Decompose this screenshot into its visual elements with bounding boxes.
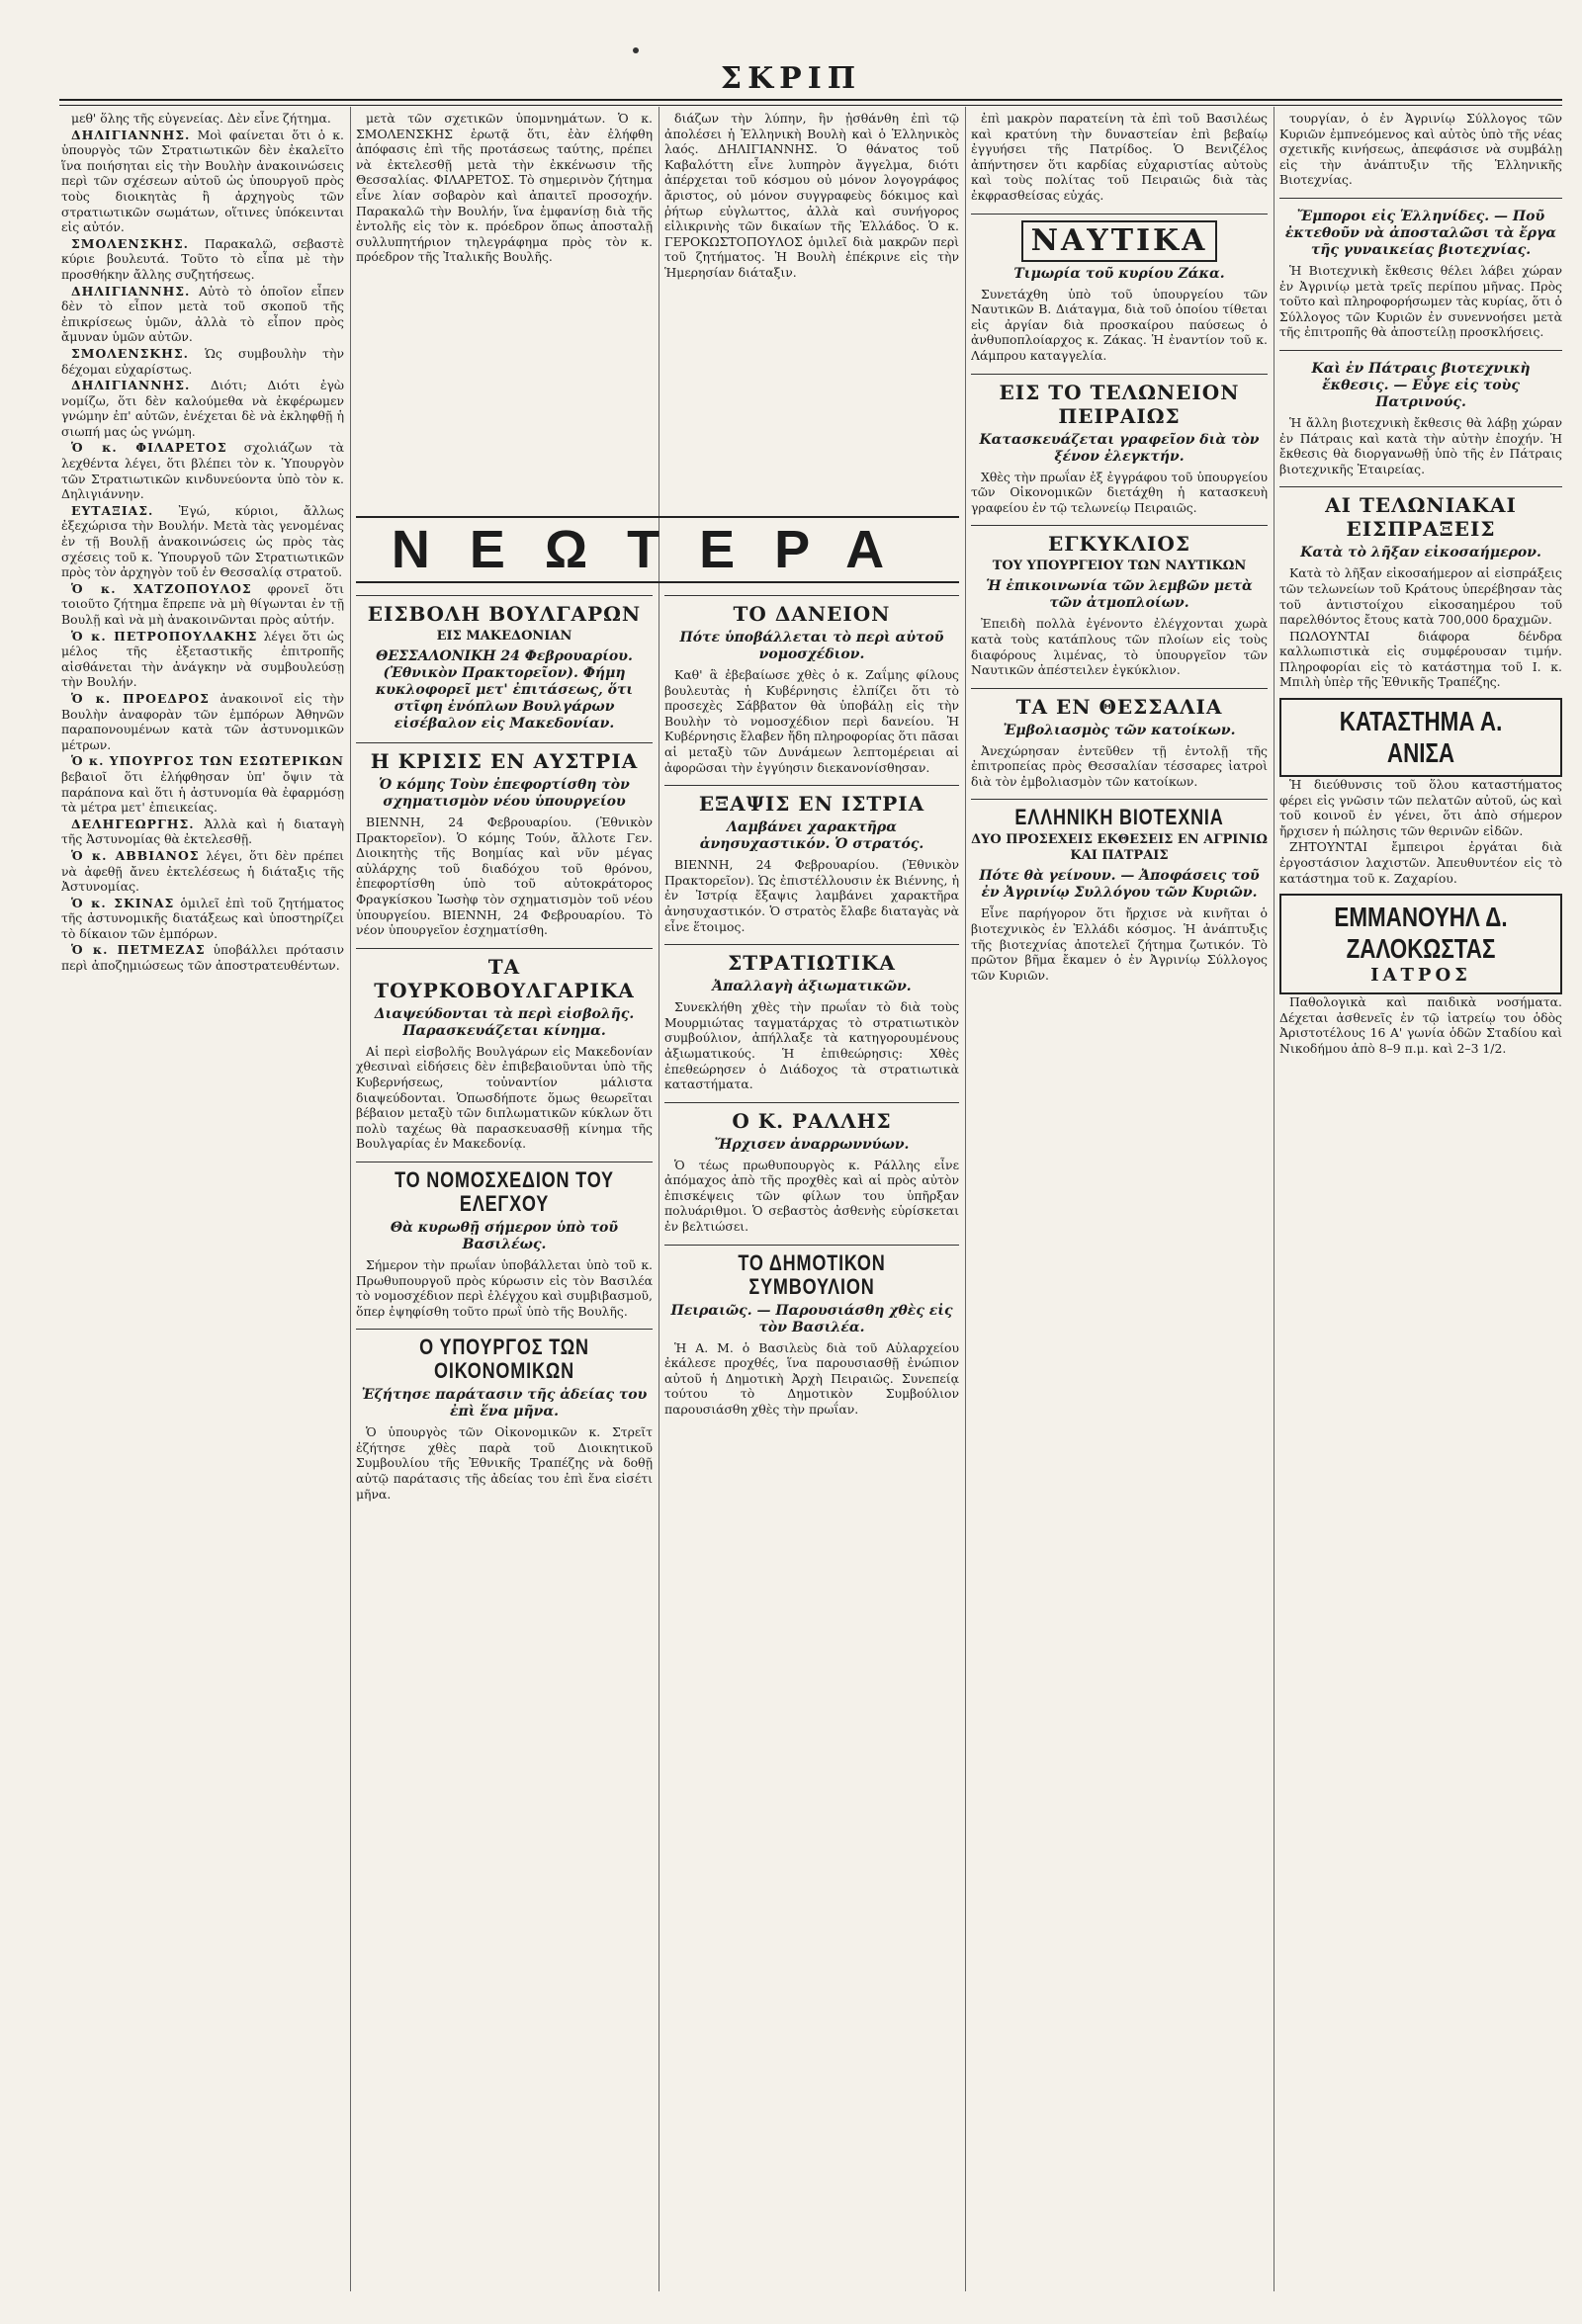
article-section [356, 742, 653, 811]
debate-text: λέγει, ὅτι δὲν πρέπει νὰ ἀφεθῇ ἄνευ ἐκτελέσεως ἡ διάταξις τῆς Ἀστυνομίας. [61, 847, 344, 895]
article-headline: ΤΟ ΔΑΝΕΙΟΝ [733, 602, 891, 626]
article-headline: ΝΑΥΤΙΚΑ [1021, 220, 1218, 262]
article-section [1279, 350, 1562, 411]
article-deck: Ἀπαλλαγὴ ἀξιωματικῶν. [712, 979, 912, 995]
article-headline: ΣΤΡΑΤΙΩΤΙΚΑ [728, 951, 896, 976]
article-headline: ΕΙΣ ΤΟ ΤΕΛΩΝΕΙΟΝ ΠΕΙΡΑΙΩΣ [999, 380, 1240, 428]
ad-title: ΕΜΜΑΝΟΥΗΛ Δ. ΖΑΛΟΚΩΣΤΑΣ [1334, 902, 1508, 965]
article-headline: Ο ΥΠΟΥΡΓΟΣ ΤΩΝ ΟΙΚΟΝΟΜΙΚΩΝ [419, 1334, 589, 1384]
article-deck: Θὰ κυρωθῇ σήμερον ὑπὸ τοῦ Βασιλέως. [390, 1219, 619, 1252]
article-headline: ΤΑ ΕΝ ΘΕΣΣΑΛΙΑ [1015, 694, 1223, 719]
article-headline: Ο Κ. ΡΑΛΛΗΣ [732, 1108, 892, 1133]
article-deck: Καὶ ἐν Πάτραις βιοτεχνικὴ ἔκθεσις. — Εὖγε εἰς τοὺς Πατρινούς. [1311, 360, 1531, 410]
speaker-name: ΕΥΤΑΞΙΑΣ. [71, 502, 154, 518]
article-headline: ΕΓΚΥΚΛΙΟΣ [1048, 532, 1190, 557]
article-subheadline: ΕΙΣ ΜΑΚΕΔΟΝΙΑΝ [436, 629, 572, 644]
column-2-news [356, 585, 653, 2285]
debate-paragraph [61, 817, 344, 847]
debate-paragraph [61, 128, 344, 235]
ad-title: ΚΑΤΑΣΤΗΜΑ Α. ΑΝΙΣΑ [1339, 706, 1503, 769]
article-deck: Ἡ ἐπικοινωνία τῶν λεμβῶν μετὰ τῶν ἀτμοπλοίων. [986, 578, 1253, 612]
article-deck: ΘΕΣΣΑΛΟΝΙΚΗ 24 Φεβρουαρίου. (Ἐθνικὸν Πρακτορεῖον). Φήμη κυκλοφορεῖ μετ' ἐπιτάσεως, ὅτι στῖφη ἐνόπλων Βουλγάρων εἰσέβαλον εἰς Μακεδονίαν. [375, 648, 634, 732]
article-body: Ὁ τέως πρωθυπουργὸς κ. Ράλλης εἶνε ἀπόμαχος ἀπὸ τῆς προχθὲς καὶ αἱ πρὸς αὐτὸν ἐπισκέψεις τῶν φίλων του ὑπῆρξαν πολυάριθμοι. Ὁ σεβαστὸς ἀσθενὴς εὑρίσκεται ἐν βελτιώσει. [664, 1157, 959, 1235]
article-deck: Κατὰ τὸ λῆξαν εἰκοσαήμερον. [1300, 545, 1541, 561]
article-section [356, 1162, 653, 1253]
article-body: Συνεκλήθη χθὲς τὴν πρωΐαν τὸ διὰ τοὺς Μουρμιώτας ταγματάρχας τὸ στρατιωτικὸν συμβούλιον, ἀπήλλαξε τὰ κατηγορουμένους ἀξιωματικούς. Ἡ ἐπιθεώρησις: Χθὲς ἐπεθεώρησεν ὁ Διάδοχος τὰ στρατιωτικὰ καταστήματα. [664, 999, 959, 1092]
column-3-top [664, 111, 959, 506]
speaker-name: ΔΗΛΙΓΙΑΝΝΗΣ. [71, 127, 191, 142]
doctor-advertisement [1279, 894, 1562, 994]
article-section [664, 1102, 959, 1154]
speaker-name: Ὁ κ. ΠΕΤΜΕΖΑΣ [71, 942, 206, 958]
speaker-name: Ὁ κ. ΧΑΤΖΟΠΟΥΛΟΣ [71, 580, 252, 596]
column-2-top [356, 111, 653, 506]
speaker-name: Ὁ κ. ΥΠΟΥΡΓΟΣ ΤΩΝ ΕΣΩΤΕΡΙΚΩΝ [71, 753, 344, 769]
article-body: ΒΙΕΝΝΗ, 24 Φεβρουαρίου. (Ἐθνικὸν Πρακτορεῖον). Ὡς ἐπιστέλλουσιν ἐκ Βιέννης, ἡ ἐν Ἰστρίᾳ ἔξαψις λαμβάνει χαρακτῆρα ἀνησυχαστικόν. Ὁ στρατὸς ἔλαβε διαταγὰς νὰ εἶνε ἕτοιμος. [664, 857, 959, 934]
article-headline: ΤΟ ΝΟΜΟΣΧΕΔΙΟΝ ΤΟΥ ΕΛΕΓΧΟΥ [395, 1166, 614, 1216]
article-deck: Λαμβάνει χαρακτῆρα ἀνησυχαστικόν. Ὁ στρατός. [699, 819, 924, 853]
article-deck: Ἤρχισεν ἀναρρωννύων. [714, 1136, 910, 1153]
article-headline: ΕΛΛΗΝΙΚΗ ΒΙΟΤΕΧΝΙΑ [1014, 805, 1224, 830]
debate-text: Μοὶ φαίνεται ὅτι ὁ κ. ὑπουργὸς τῶν Στρατιωτικῶν δὲν ἐκαλεῖτο ἵνα ποιήσηται εἰς τὴν Βουλὴν ἀνακοινώσεις περὶ τῶν σχέσεων αὐτοῦ ὡς ὑπουργοῦ πρὸς τοὺς διοικητὰς ἢ ἀρχηγοὺς τῶν στρατιωτικῶν σωμάτων, οἵτινες ὑπόκεινται εἰς αὐτόν. [61, 127, 344, 235]
debate-text: ὑποβάλλει πρότασιν περὶ ἀποζημιώσεως τῶν ἀποστρατευθέντων. [61, 942, 344, 974]
classified-ad: ΠΩΛΟΥΝΤΑΙ διάφορα δένδρα καλλωπιστικὰ εἰς συμφέρουσαν τιμήν. Πληροφορίαι εἰς τὸ κατάστημα τοῦ Ι. κ. Μπιλὴ ὑπὲρ τῆς Ἐθνικῆς Τραπέζης. [1279, 628, 1562, 690]
debate-paragraph [61, 691, 344, 752]
debate-text: σχολιάζων τὰ λεχθέντα λέγει, ὅτι βλέπει τὸν κ. Ὑπουργὸν τῶν Στρατιωτικῶν κινδυνεύοντα ὑπὸ τὸν κ. Δηλιγιάννην. [61, 440, 344, 502]
article-section [664, 944, 959, 995]
speaker-name: Ὁ κ. ΠΡΟΕΔΡΟΣ [71, 690, 210, 706]
article-deck: Ὁ κόμης Τοὺν ἐπεφορτίσθη τὸν σχηματισμὸν νέου ὑπουργείου [379, 777, 630, 810]
article-body: Καθ' ἃ ἐβεβαίωσε χθὲς ὁ κ. Ζαΐμης φίλους βουλευτὰς ἡ Κυβέρνησις ἐλπίζει ὅτι τὸ προσεχὲς Σάββατον θὰ ὑποβάλῃ εἰς τὴν Βουλὴν τὸ νομοσχέδιον περὶ δανείου. Ἡ Κυβέρνησις ἔλαβεν ἤδη πληροφορίας ὅτι πᾶσαι αἱ μεταξὺ τῶν Δυνάμεων λεπτομέρειαι αἱ ἀφορῶσαι τὴν ἐγγύησιν διεκανονίσθησαν. [664, 667, 959, 775]
article-deck: Ἐζήτησε παράτασιν τῆς ἀδείας του ἐπὶ ἕνα μῆνα. [361, 1387, 648, 1420]
debate-paragraph [61, 346, 344, 377]
speaker-name: ΣΜΟΛΕΝΣΚΗΣ. [71, 345, 189, 361]
article-body: ΒΙΕΝΝΗ, 24 Φεβρουαρίου. (Ἐθνικὸν Πρακτορεῖον). Ὁ κόμης Τούν, ἄλλοτε Γεν. Διοικητὴς τῆς Βοημίας καὶ νῦν μέγας αὐλάρχης τοῦ διαδόχου τοῦ θρόνου, ἐπεφορτίσθη ὑπὸ τοῦ αὐτοκράτορος Φραγκίσκου Ἰωσὴφ τὸν σχηματισμὸν τοῦ νέου ὑπουργείου. ΒΙΕΝΝΗ, 24 Φεβρουαρίου. Τὸ νέον ὑπουργεῖον ἐσχηματίσθη. [356, 815, 653, 938]
banner-title: ΝΕΩΤΕΡΑ [391, 520, 924, 579]
speaker-name: ΣΜΟΛΕΝΣΚΗΣ. [71, 235, 189, 251]
latest-news-banner [356, 516, 959, 583]
article-section [1279, 486, 1562, 561]
speaker-name: Ὁ κ. ΠΕΤΡΟΠΟΥΛΑΚΗΣ [71, 628, 258, 644]
article-headline: ΕΞΑΨΙΣ ΕΝ ΙΣΤΡΙΑ [698, 792, 925, 817]
speaker-name: Ὁ κ. ΦΙΛΑΡΕΤΟΣ [71, 440, 227, 456]
article-section [356, 1329, 653, 1420]
debate-paragraph [61, 236, 344, 283]
article-body: Ὁ ὑπουργὸς τῶν Οἰκονομικῶν κ. Στρεῖτ ἐζήτησε χθὲς παρὰ τοῦ Διοικητικοῦ Συμβουλίου τῆς Ἐθνικῆς Τραπέζης νὰ δοθῇ αὐτῷ παράτασις τῆς ἀδείας του ἐπὶ ἕνα εἰσέτι μῆνα. [356, 1424, 653, 1502]
article-headline: ΑΙ ΤΕΛΩΝΙΑΚΑΙ ΕΙΣΠΡΑΞΕΙΣ [1325, 493, 1517, 542]
article-continuation: μετὰ τῶν σχετικῶν ὑπομνημάτων. Ὁ κ. ΣΜΟΛΕΝΣΚΗΣ ἐρωτᾷ ὅτι, ἐὰν ἐλήφθη ἀπόφασις ἐπὶ τῆς προτάσεως ταύτης, πρέπει νὰ ἐκτελεσθῇ μετὰ τὴν ἐκκένωσιν τῆς Θεσσαλίας. ΦΙΛΑΡΕΤΟΣ. Τὸ σημερινὸν ζήτημα εἶνε λίαν σοβαρὸν καὶ ἀπαιτεῖ προσοχήν. Παρακαλῶ τὴν Βουλήν, ἵνα ἐμφανίσῃ διὰ τῆς ἐντολῆς εἰς τὸν κ. πρόεδρον ὅπως ἀποσταλῇ συλλυπητήριον τηλεγράφημα πρὸς τὸν κ. πρόεδρον τῆς Ἰταλικῆς Βουλῆς. [356, 111, 653, 265]
article-deck: Ἐμβολιασμὸς τῶν κατοίκων. [1003, 722, 1236, 738]
debate-paragraph [61, 896, 344, 942]
article-headline: ΤΑ ΤΟΥΡΚΟΒΟΥΛΓΑΡΙΚΑ [374, 954, 635, 1002]
debate-text: Ἀλλὰ καὶ ἡ διαταγὴ τῆς Ἀστυνομίας θὰ ἐκτελεσθῇ. [61, 816, 344, 847]
article-section [1279, 198, 1562, 259]
article-section [664, 1245, 959, 1336]
article-deck: Ἔμποροι εἰς Ἑλληνίδες. — Ποῦ ἐκτεθοῦν νὰ ἀποσταλῶσι τὰ ἔργα τῆς γυναικείας βιοτεχνίας. [1284, 208, 1557, 258]
debate-paragraph [61, 503, 344, 580]
article-deck: Πειραιῶς. — Παρουσιάσθη χθὲς εἰς τὸν Βασιλέα. [670, 1302, 953, 1335]
article-section [971, 688, 1268, 739]
ad-subtitle: ΙΑΤΡΟΣ [1370, 965, 1471, 987]
debate-paragraph [61, 111, 344, 127]
column-divider [965, 107, 966, 2291]
article-continuation: ἐπὶ μακρὸν παρατείνη τὰ ἐπὶ τοῦ Βασιλέως καὶ κρατύνη τὴν δυναστείαν ἐπὶ βεβαίῳ ἐγγυήσει τῆς Πατρίδος. Ὁ Βενιζέλος ἀπήντησεν ὅτι καρδίας εὐχαριστίας αὐτοὺς καὶ τοὺς πολίτας τοῦ Πειραιῶς διὰ τὰς ἐκφρασθείσας εὐχάς. [971, 111, 1268, 203]
masthead-rule-thin [59, 105, 1562, 106]
article-body: Αἱ περὶ εἰσβολῆς Βουλγάρων εἰς Μακεδονίαν χθεσιναὶ εἰδήσεις δὲν ἐπιβεβαιοῦνται ὑπὸ τῆς Κυβερνήσεως, τοὐναντίον μάλιστα διαψεύδονται. Ὁπωσδήποτε ὅμως θεωρεῖται βέβαιον μεταξὺ τῶν διπλωματικῶν κύκλων ὅτι πολὺ ταχέως θὰ παρασκευασθῇ κίνημα τῆς Βουλγαρίας ἐν Μακεδονίᾳ. [356, 1043, 653, 1152]
article-deck: Κατασκευάζεται γραφεῖον διὰ τὸν ξένον ἐλεγκτήν. [979, 431, 1260, 465]
debate-text: ἀνακοινοῖ εἰς τὴν Βουλὴν ἀναφορὰν τῶν ἐμπόρων Ἀθηνῶν παραπονουμένων κατὰ τῶν ἀστυνομικῶν μέτρων. [61, 690, 344, 752]
article-body: Κατὰ τὸ λῆξαν εἰκοσαήμερον αἱ εἰσπράξεις τῶν τελωνείων τοῦ Κράτους ὑπερέβησαν τὰς τοῦ ἀντιστοίχου εἰκοσαημέρου τοῦ παρελθόντος ἔτους κατὰ 700,000 δραχμῶν. [1279, 565, 1562, 628]
article-body: Ἡ Α. Μ. ὁ Βασιλεὺς διὰ τοῦ Αὐλαρχείου ἐκάλεσε προχθές, ἵνα παρουσιασθῇ ἐνώπιον αὐτοῦ ἡ Δημοτικὴ Ἀρχὴ Πειραιῶς. Συνεπείᾳ τούτου τὸ Δημοτικὸν Συμβούλιον παρουσιάσθη χθὲς τὴν πρωΐαν. [664, 1339, 959, 1418]
debate-paragraph [61, 284, 344, 345]
article-subheadline: ΤΟΥ ΥΠΟΥΡΓΕΙΟΥ ΤΩΝ ΝΑΥΤΙΚΩΝ [992, 559, 1247, 574]
article-body: Συνετάχθη ὑπὸ τοῦ ὑπουργείου τῶν Ναυτικῶν Β. Διάταγμα, διὰ τοῦ ὁποίου τίθεται εἰς ἀργίαν διὰ προσκαίρου παύσεως ὁ ἀνθυποπλοίαρχος κ. Ζάκας. Ἡ ἐναντίον τοῦ κ. Λάμπρου καταγγελία. [971, 286, 1268, 363]
debate-paragraph [61, 848, 344, 895]
debate-text: φρονεῖ ὅτι τοιοῦτο ζήτημα ἔπρεπε νὰ μὴ θίγωνται ἐν τῇ Βουλῇ καὶ νὰ μὴ ἀνακοινῶνται πρὸς αὐτήν. [61, 580, 344, 627]
classified-ad: ΖΗΤΟΥΝΤΑΙ ἔμπειροι ἐργάται διὰ ἐργοστάσιον λαχιστῶν. Ἀπευθυντέον εἰς τὸ κατάστημα τοῦ κ. Ζαχαρίου. [1279, 839, 1562, 886]
speaker-name: ΔΕΛΗΓΕΩΡΓΗΣ. [71, 816, 195, 831]
speaker-name: Ὁ κ. ΑΒΒΙΑΝΟΣ [71, 847, 200, 863]
article-deck: Διαψεύδονται τὰ περὶ εἰσβολῆς. Παρασκευάζεται κίνημα. [374, 1005, 635, 1039]
masthead-rule [59, 99, 1562, 101]
article-section [971, 214, 1268, 283]
article-body: Ἀνεχώρησαν ἐντεῦθεν τῇ ἐντολῇ τῆς ἐπιτροπείας πρὸς Θεσσαλίαν τέσσαρες ἰατροὶ διὰ τὸν ἐμβολιασμὸν τῶν κατοίκων. [971, 742, 1268, 789]
debate-text: λέγει ὅτι ὡς μέλος τῆς ἐξεταστικῆς ἐπιτροπῆς αἰσθάνεται τὴν ἀνάγκην νὰ συμβουλεύσῃ τὴν Βουλήν. [61, 628, 344, 690]
debate-text: Ὡς συμβουλὴν τὴν δέχομαι εὐχαρίστως. [61, 345, 344, 377]
article-body: Σήμερον τὴν πρωΐαν ὑποβάλλεται ὑπὸ τοῦ κ. Πρωθυπουργοῦ πρὸς κύρωσιν εἰς τὸν Βασιλέα τὸ νομοσχέδιον περὶ ἐλέγχου καὶ συμβιβασμοῦ, ὅπερ ἐψηφίσθη τοῦτο πρωῒ ὑπὸ τῆς Βουλῆς. [356, 1256, 653, 1319]
article-body: Ἡ Βιοτεχνικὴ ἔκθεσις θέλει λάβει χώραν ἐν Ἀγρινίῳ μετὰ τρεῖς περίπου μῆνας. Πρὸς τοῦτο καὶ πληροφορήσωμεν τὰς κυρίας, ὅτι ὁ Σύλλογος τῶν Κυριῶν ἐν συνεννοήσει μετὰ τῆς ἐπιτροπῆς θὰ ἀποστείλῃ προσκλήσεις. [1279, 262, 1562, 340]
article-subheadline: ΔΥΟ ΠΡΟΣΕΧΕΙΣ ΕΚΘΕΣΕΙΣ ΕΝ ΑΓΡΙΝΙΩ ΚΑΙ ΠΑΤΡΑΙΣ [971, 832, 1268, 864]
debate-paragraph [61, 942, 344, 973]
masthead [0, 59, 1582, 99]
article-section [971, 799, 1268, 902]
article-body: Ἐπειδὴ πολλὰ ἐγένοντο ἐλέγχονται χωρὰ κατὰ τοὺς κατάπλους τῶν πλοίων εἰς τοὺς διαφόρους λιμένας, τὸ ὑπουργεῖον τῶν Ναυτικῶν ἀπέστειλεν ἐγκύκλιον. [971, 616, 1268, 678]
article-section [664, 785, 959, 853]
article-body: Εἶνε παρήγορον ὅτι ἤρχισε νὰ κινῆται ὁ βιοτεχνικὸς ἐν Ἑλλάδι κόσμος. Ἡ ἀνάπτυξις τῆς βιοτεχνίας ἀποτελεῖ ζήτημα ζωτικόν. Τὸ πρῶτον βῆμα ἔκαμεν ὁ ἐν Ἀγρινίῳ Σύλλογος τῶν Κυριῶν. [971, 905, 1268, 983]
article-deck: Τιμωρία τοῦ κυρίου Ζάκα. [1013, 265, 1225, 282]
debate-text: βεβαιοῖ ὅτι ἐλήφθησαν ὑπ' ὄψιν τὰ παράπονα καὶ ὅτι ἡ ἀστυνομία θὰ ἐφαρμόσῃ τὰ μέτρα μετ' ἐπιεικείας. [61, 768, 344, 816]
article-section [356, 595, 653, 732]
debate-paragraph [61, 581, 344, 628]
article-body: Χθὲς τὴν πρωΐαν ἐξ ἐγγράφου τοῦ ὑπουργείου τῶν Οἰκονομικῶν διετάχθη ἡ κατασκευὴ γραφείου ἐν τῷ τελωνείῳ Πειραιῶς. [971, 469, 1268, 515]
debate-paragraph [61, 378, 344, 439]
debate-paragraph [61, 440, 344, 501]
article-deck: Πότε θὰ γείνουν. — Ἀποφάσεις τοῦ ἐν Ἀγρινίῳ Συλλόγου τῶν Κυριῶν. [979, 868, 1260, 902]
article-body: Ἡ ἄλλη βιοτεχνικὴ ἔκθεσις θὰ λάβῃ χώραν ἐν Πάτραις καὶ κατὰ τὴν αὐτὴν ἐποχήν. Ἡ ἔκθεσις θὰ διοργανωθῇ ὑπὸ τῆς ἐν Πάτραις βιοτεχνικῆς Ἑταιρείας. [1279, 414, 1562, 476]
article-section [356, 948, 653, 1040]
shop-advertisement [1279, 698, 1562, 777]
newspaper-name: ΣΚΡΙΠ [720, 61, 862, 96]
debate-text: Παρακαλῶ, σεβαστὲ κύριε βουλευτά. Τοῦτο τὸ εἶπα μὲ τὴν προσθήκην ἄλλης συζητήσεως. [61, 235, 344, 282]
article-continuation: τουργίαν, ὁ ἐν Ἀγρινίῳ Σύλλογος τῶν Κυριῶν ἐμπνεόμενος καὶ αὐτὸς ὑπὸ τῆς νέας σχετικῆς κινήσεως, ἀπεφάσισε νὰ συμβάλῃ εἰς τὴν ἀνάπτυξιν τῆς Ἑλληνικῆς Βιοτεχνίας. [1279, 111, 1562, 188]
speaker-name: ΔΗΛΙΓΙΑΝΝΗΣ. [71, 283, 191, 299]
debate-text: Διότι; Διότι ἐγὼ νομίζω, ὅτι δὲν καλούμεθα νὰ ἐκφέρωμεν γνώμην ἐπ' αὐτῶν, ἐνέχεται δὲ νὰ ἐκληφθῇ ἡ σιωπή μας ὡς γνώμη. [61, 378, 344, 439]
column-3-news [664, 585, 959, 2285]
article-headline: ΕΙΣΒΟΛΗ ΒΟΥΛΓΑΡΩΝ [367, 602, 642, 626]
debate-text: μεθ' ὅλης τῆς εὐγενείας. Δὲν εἶνε ζήτημα. [71, 111, 331, 126]
article-continuation: διάζων τὴν λύπην, ἣν ᾐσθάνθη ἐπὶ τῷ ἀπολέσει ἡ Ἑλληνικὴ Βουλὴ καὶ ὁ Ἑλληνικὸς λαός. ΔΗΛΙΓΙΑΝΝΗΣ. Ὁ θάνατος τοῦ Καβαλόττη εἶνε λυπηρὸν ἄγγελμα, διότι ἀπέρχεται τοῦ κόσμου οὐ μόνον λογογράφος ἄριστος, οὐ μόνον συγγραφεὺς δόκιμος καὶ ῥήτωρ εὐγλωττος, ἀλλὰ καὶ συνήγορος εἰλικρινὴς τῶν δικαίων τῆς Ἑλλάδος. Ὁ κ. ΓΕΡΟΚΩΣΤΟΠΟΥΛΟΣ ὁμιλεῖ διὰ μακρῶν περὶ τοῦ ζητήματος. Ἡ Βουλὴ ἐπέκρινε εἰς τὴν Ἡμερησίαν διάταξιν. [664, 111, 959, 280]
article-deck: Πότε ὑποβάλλεται τὸ περὶ αὐτοῦ νομοσχέδιον. [679, 630, 944, 662]
debate-paragraph [61, 629, 344, 690]
print-mark [633, 47, 639, 53]
ad-text: Ἡ διεύθυνσις τοῦ ὅλου καταστήματος φέρει εἰς γνῶσιν τῶν πελατῶν αὐτοῦ, ὡς καὶ τοῦ κοινοῦ ἐν γένει, ὅτι ἀπὸ σήμερον ἤρχισεν ἡ πώλησις τῶν θερινῶν εἰδῶν. [1279, 777, 1562, 838]
column-5-news-ads [1279, 111, 1562, 2285]
column-4-news [971, 111, 1268, 2285]
article-section [664, 595, 959, 663]
article-headline: ΤΟ ΔΗΜΟΤΙΚΟΝ ΣΥΜΒΟΥΛΙΟΝ [738, 1249, 886, 1299]
debate-text: ὁμιλεῖ ἐπὶ τοῦ ζητήματος τῆς ἀστυνομικῆς διατάξεως καὶ ὑποστηρίζει τὸ δίκαιον τῶν ἐμπόρων. [61, 895, 344, 941]
article-section [971, 525, 1268, 612]
article-section [971, 374, 1268, 466]
debate-paragraph [61, 753, 344, 815]
article-headline: Η ΚΡΙΣΙΣ ΕΝ ΑΥΣΤΡΙΑ [370, 749, 639, 773]
column-divider [350, 107, 351, 2291]
ad-text: Παθολογικὰ καὶ παιδικὰ νοσήματα. Δέχεται ἀσθενεῖς ἐν τῷ ἰατρείῳ του ὁδὸς Ἀριστοτέλους 16 Α' γωνία ὁδῶν Σταδίου καὶ Νικοδήμου ἀπὸ 8–9 π.μ. καὶ 2–3 1/2. [1279, 994, 1562, 1056]
debate-text: Ἐγώ, κύριοι, ἄλλως ἐξεχώρισα τὴν Βουλήν. Μετὰ τὰς γενομένας ἐν τῇ Βουλῇ ἀνακοινώσεις ὡς πρὸς τὰς σχέσεις τοῦ κ. Ὑπουργοῦ τῶν Στρατιωτικῶν πρὸς τὸν ἀρχηγὸν τοῦ ἐν Θεσσαλίᾳ στρατοῦ. [61, 502, 344, 580]
speaker-name: ΔΗΛΙΓΙΑΝΝΗΣ. [71, 378, 191, 393]
column-1-debate [61, 111, 344, 2285]
debate-text: Αὐτὸ τὸ ὁποῖον εἶπεν δὲν τὸ εἶπον μετὰ τοῦ σκοποῦ τῆς ἐπικρίσεως ὑμῶν, ἀλλὰ τὸ εἶπον πρὸς ἄμυναν ὑμῶν αὐτῶν. [61, 283, 344, 345]
speaker-name: Ὁ κ. ΣΚΙΝΑΣ [71, 895, 175, 910]
